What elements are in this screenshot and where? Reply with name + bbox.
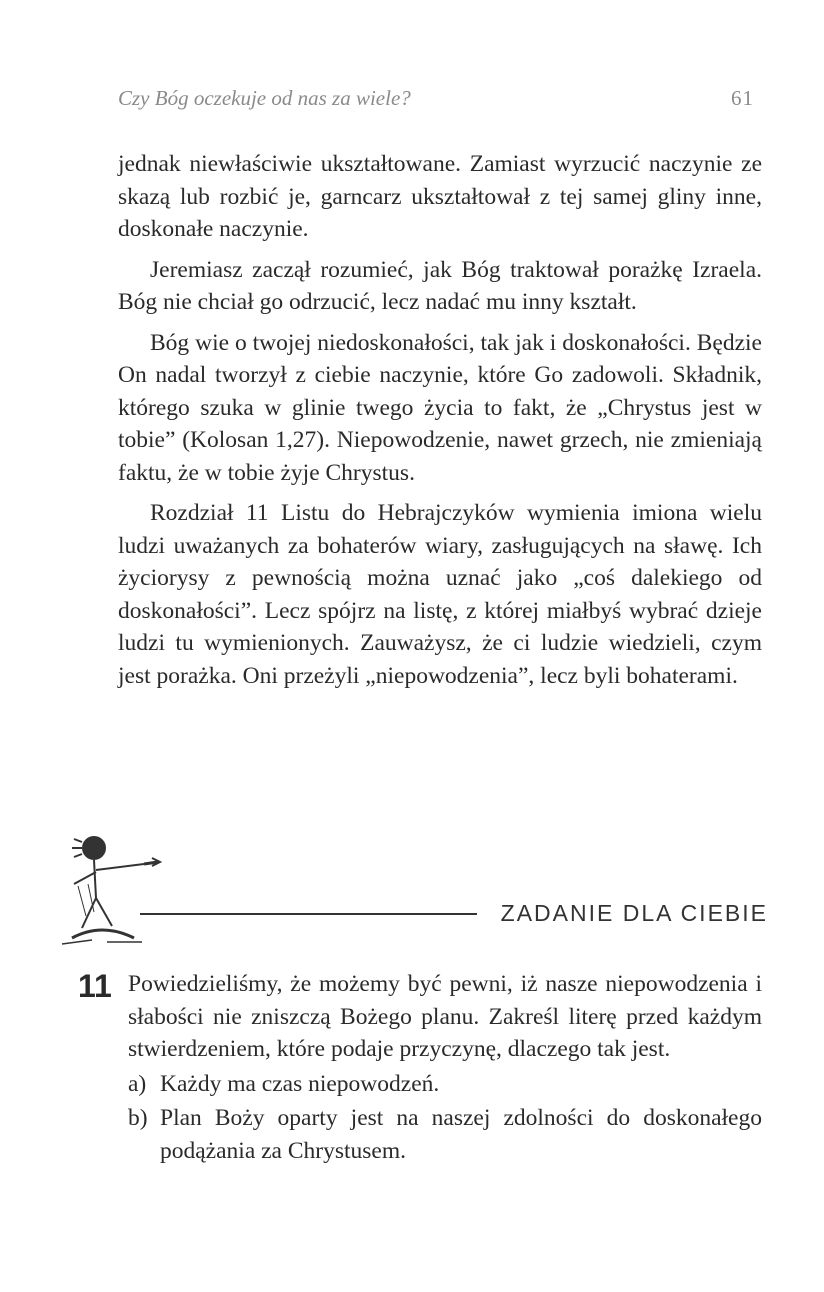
- running-title: Czy Bóg oczekuje od nas za wiele?: [118, 86, 411, 110]
- task-intro: Powiedzieliśmy, że możemy być pewni, iż nasze niepowodzenia i słabości nie zniszczą Bożego planu. Zakreśl literę przed każdym stwierdzeniem, które podaje przyczynę, dlaczego tak jest.: [128, 971, 762, 1062]
- body-text: [118, 148, 762, 700]
- task-body: [128, 968, 762, 1167]
- paragraph: jednak niewłaściwie ukształtowane. Zamiast wyrzucić naczynie ze skazą lub rozbić je, garncarz ukształtował z tej samej gliny inne, doskonałe naczynie.: [118, 151, 762, 242]
- task-number: 11: [78, 968, 112, 1004]
- header-rule: [140, 913, 477, 915]
- paragraph: Rozdział 11 Listu do Hebrajczyków wymienia imiona wielu ludzi uważanych za bohaterów wiary, zasługujących na sławę. Ich życiorysy z pewnością można uznać jako „coś dalekiego od doskonałości”. Lecz spójrz na listę, z której miałbyś wybrać dzieje ludzi tu wymienionych. Zauważysz, że ci ludzie wiedzieli, czym jest porażka. Oni przeżyli „niepowodzenia”, lecz byli bohaterami.: [118, 500, 762, 689]
- option-text: Plan Boży oparty jest na naszej zdolności do doskonałego podążania za Chrystusem.: [160, 1105, 762, 1164]
- writing-student-icon: [52, 826, 172, 956]
- option-label[interactable]: b): [128, 1105, 148, 1131]
- task-section-header: [140, 900, 768, 927]
- task-option-b[interactable]: [128, 1102, 762, 1167]
- running-header: [118, 86, 754, 111]
- paragraph: Jeremiasz zaczął rozumieć, jak Bóg traktował porażkę Izraela. Bóg nie chciał go odrzucić, lecz nadać mu inny kształt.: [118, 256, 762, 315]
- page-number: 61: [731, 86, 754, 110]
- task-option-a[interactable]: [128, 1068, 762, 1101]
- option-text: Każdy ma czas niepowodzeń.: [160, 1070, 440, 1097]
- task-section-title: ZADANIE DLA CIEBIE: [500, 900, 768, 926]
- paragraph: Bóg wie o twojej niedoskonałości, tak jak i doskonałości. Będzie On nadal tworzył z ciebie naczynie, które Go zadowoli. Składnik, którego szuka w glinie twego życia to fakt, że „Chrystus jest w tobie” (Kolosan 1,27). Niepowodzenie, nawet grzech, nie zmieniają faktu, że w tobie żyje Chrystus.: [118, 329, 762, 486]
- option-label[interactable]: a): [128, 1070, 147, 1097]
